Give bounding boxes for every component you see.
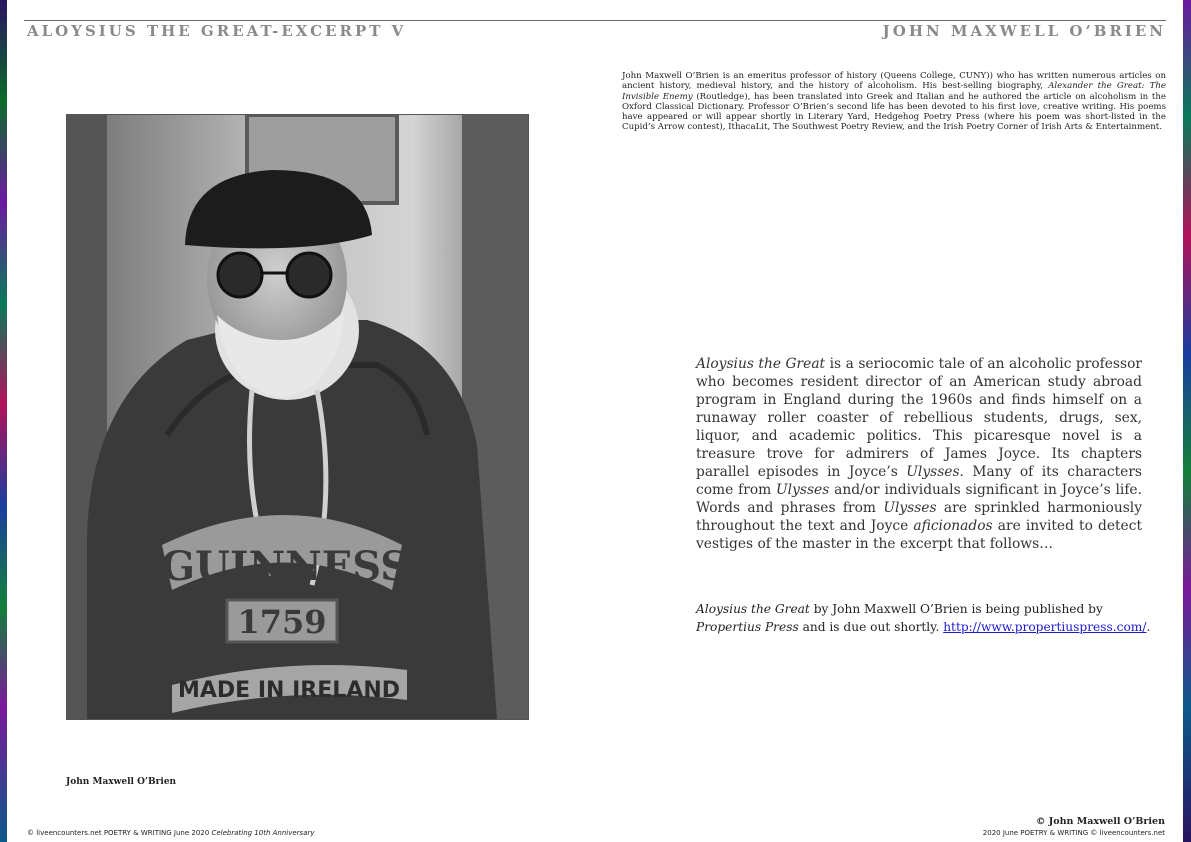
synopsis-text: Many of its characters come from	[696, 464, 1142, 498]
shirt-text-guinness: GUINNESS	[160, 543, 410, 590]
author-bio	[622, 71, 1166, 133]
footer-left	[27, 829, 315, 837]
pub-text: by John Maxwell O’Brien is being published by	[809, 602, 1103, 616]
publication-note	[696, 601, 1166, 636]
footer-right: 2020 June POETRY & WRITING © liveencounters.net	[982, 829, 1165, 837]
synopsis-title: Aloysius the Great	[696, 356, 826, 372]
synopsis-text: are sprinkled harmoniously throughout the text and Joyce	[696, 500, 1143, 534]
publisher-link[interactable]: http://www.propertiuspress.com/	[943, 619, 1147, 634]
header-author: JOHN MAXWELL O’BRIEN	[882, 22, 1166, 40]
shirt-text-made-in-ireland: MADE IN IRELAND	[178, 678, 400, 703]
author-photo	[66, 114, 529, 720]
pub-text: and is due out shortly.	[798, 619, 944, 634]
synopsis-ulysses: Ulysses	[883, 500, 937, 516]
pub-publisher: Propertius Press	[696, 619, 799, 634]
bio-book-title: Alexander the Great: The Invisible Enemy	[622, 81, 1166, 102]
bio-text-2: (Routledge), has been translated into Greek and Italian and he authored the article on alcoholism in the Oxford Classical Dictionary. Professor O’Brien’s second life has been devoted to his first love, creative writing. His poems have appeared or will appear shortly in Literary Yard, Hedgehog Poetry Press (where his poem was short-listed in the Cupid’s Arrow contest), IthacaLit, The Southwest Poetry Review, and the Irish Poetry Corner of Irish Arts & Entertainment.	[622, 91, 1166, 133]
header-rule	[24, 20, 1166, 21]
header-title: ALOYSIUS THE GREAT-EXCERPT V	[27, 22, 407, 40]
synopsis-text: is a seriocomic tale of an alcoholic professor who becomes resident director of an American study abroad program in England during the 1960s and finds himself on a runaway roller coaster of rebellious students, drugs, sex, liquor, and academic politics. This picaresque novel is a treasure trove for admirers of James Joyce. Its chapters parallel episodes in Joyce’s	[696, 356, 1142, 480]
synopsis-ulysses: Ulysses.	[906, 464, 964, 480]
pub-title: Aloysius the Great	[696, 602, 810, 616]
footer-copyright: © John Maxwell O’Brien	[1035, 816, 1165, 827]
synopsis-text: are invited to detect vestiges of the master in the excerpt that follows…	[696, 518, 1142, 552]
synopsis-text: and/or individuals significant in Joyce’s life. Words and phrases from	[696, 482, 1142, 516]
shirt-text-year: 1759	[237, 603, 327, 641]
footer-left-text: © liveencounters.net POETRY & WRITING June 2020	[27, 829, 212, 837]
footer-left-anniversary: Celebrating 10th Anniversary	[211, 829, 315, 837]
synopsis-ulysses: Ulysses	[776, 482, 830, 498]
bio-text-1: John Maxwell O’Brien is an emeritus professor of history (Queens College, CUNY)) who has written numerous articles on ancient history, medieval history, and the history of alcoholism. His best-selling biography,	[622, 71, 1166, 92]
decorative-left-strip	[0, 0, 7, 842]
decorative-right-strip	[1183, 0, 1191, 842]
pub-text: .	[1146, 619, 1151, 634]
book-synopsis	[696, 355, 1142, 553]
photo-caption: John Maxwell O’Brien	[66, 777, 177, 787]
synopsis-aficionados: aficionados	[913, 518, 993, 534]
